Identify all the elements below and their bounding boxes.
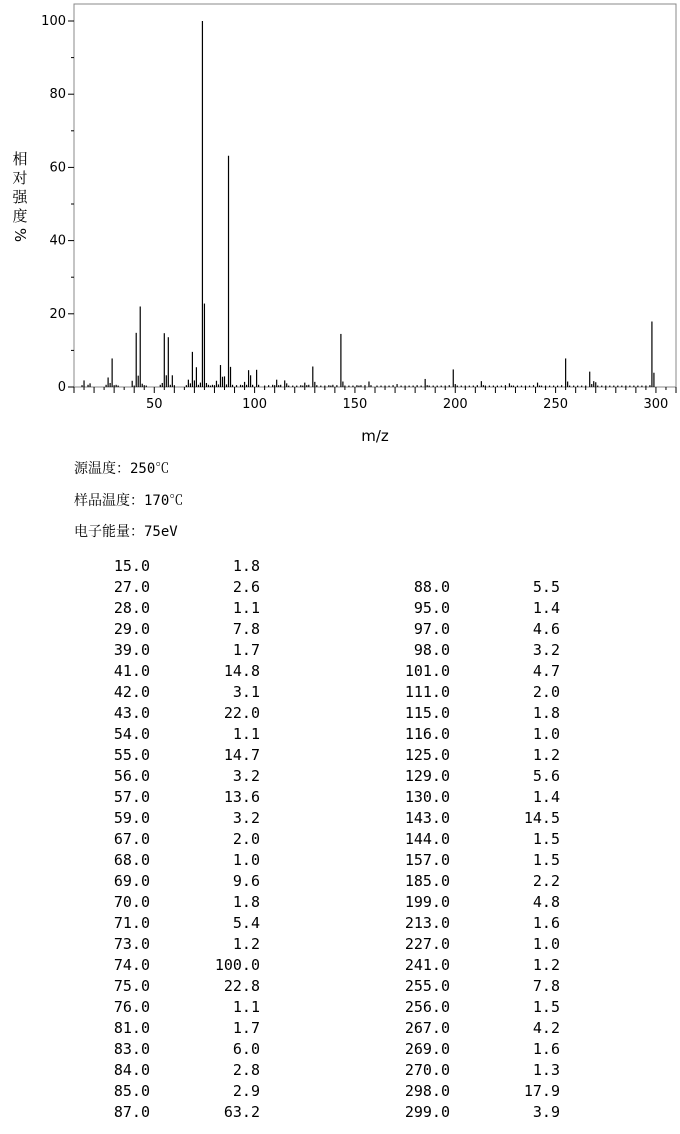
peak-mz: 125.0 bbox=[404, 746, 450, 764]
peak-row bbox=[0, 766, 600, 787]
peak-mz: 71.0 bbox=[113, 914, 150, 932]
peak-abundance: 7.8 bbox=[232, 620, 260, 638]
y-tick-label: 100 bbox=[41, 14, 66, 29]
peak-abundance: 1.2 bbox=[532, 956, 560, 974]
y-tick-label: 60 bbox=[49, 160, 66, 176]
peak-mz: 76.0 bbox=[113, 998, 150, 1016]
peak-abundance: 4.6 bbox=[532, 620, 560, 638]
peak-row bbox=[0, 1102, 600, 1123]
peak-row bbox=[0, 745, 600, 766]
y-label-char: 强 bbox=[12, 188, 28, 206]
x-axis-label: m/z bbox=[361, 427, 389, 445]
plot-frame bbox=[74, 4, 676, 387]
peak-mz: 43.0 bbox=[113, 704, 150, 722]
peak-row bbox=[0, 577, 600, 598]
peak-abundance: 5.5 bbox=[532, 578, 560, 596]
peak-mz: 88.0 bbox=[413, 578, 450, 596]
x-tick-label: 50 bbox=[145, 397, 163, 412]
peak-abundance: 1.1 bbox=[232, 998, 260, 1016]
electron-energy: 电子能量：75eV bbox=[74, 524, 178, 540]
peak-abundance: 1.0 bbox=[532, 725, 560, 743]
peak-abundance: 1.0 bbox=[232, 851, 260, 869]
x-tick-label: 150 bbox=[342, 397, 368, 412]
x-tick-label: 100 bbox=[242, 397, 268, 412]
peak-row bbox=[0, 556, 300, 577]
y-axis-label bbox=[11, 150, 29, 242]
peak-mz: 270.0 bbox=[404, 1061, 450, 1079]
peak-mz: 75.0 bbox=[113, 977, 150, 995]
peak-abundance: 3.9 bbox=[532, 1103, 560, 1121]
peak-row bbox=[0, 787, 600, 808]
peak-mz: 87.0 bbox=[113, 1103, 150, 1121]
peak-row bbox=[0, 682, 600, 703]
peak-row bbox=[0, 808, 600, 829]
peak-abundance: 3.1 bbox=[232, 683, 260, 701]
peak-row bbox=[0, 934, 600, 955]
peak-abundance: 14.5 bbox=[523, 809, 560, 827]
peak-row bbox=[0, 955, 600, 976]
peak-row bbox=[0, 1039, 600, 1060]
peak-mz: 29.0 bbox=[113, 620, 150, 638]
peak-mz: 269.0 bbox=[404, 1040, 450, 1058]
peak-mz: 83.0 bbox=[113, 1040, 150, 1058]
peak-row bbox=[0, 976, 600, 997]
peak-abundance: 2.6 bbox=[232, 578, 260, 596]
peak-row bbox=[0, 640, 600, 661]
peak-abundance: 7.8 bbox=[532, 977, 560, 995]
peak-abundance: 14.7 bbox=[223, 746, 260, 764]
peak-abundance: 2.0 bbox=[232, 830, 260, 848]
peak-abundance: 4.8 bbox=[532, 893, 560, 911]
peak-mz: 74.0 bbox=[113, 956, 150, 974]
peak-mz: 84.0 bbox=[113, 1061, 150, 1079]
peak-abundance: 1.2 bbox=[232, 935, 260, 953]
peak-abundance: 1.4 bbox=[532, 788, 560, 806]
peak-abundance: 1.0 bbox=[532, 935, 560, 953]
peak-abundance: 3.2 bbox=[232, 809, 260, 827]
source-temperature: 源温度：250℃ bbox=[74, 461, 170, 477]
y-tick-label: 20 bbox=[49, 306, 66, 322]
peak-abundance: 2.9 bbox=[232, 1082, 260, 1100]
peak-row bbox=[0, 871, 600, 892]
y-label-char: 相 bbox=[12, 150, 28, 168]
peak-abundance: 1.3 bbox=[532, 1061, 560, 1079]
peak-abundance: 5.6 bbox=[532, 767, 560, 785]
peak-mz: 67.0 bbox=[113, 830, 150, 848]
y-label-char: % bbox=[11, 227, 29, 243]
peak-abundance: 1.5 bbox=[532, 851, 560, 869]
x-axis-ticks bbox=[74, 387, 676, 412]
mass-spectrum-chart bbox=[0, 0, 680, 450]
peak-abundance: 17.9 bbox=[523, 1082, 560, 1100]
y-axis-ticks bbox=[41, 14, 74, 395]
peak-abundance: 1.7 bbox=[232, 1019, 260, 1037]
peak-mz: 68.0 bbox=[113, 851, 150, 869]
peak-mz: 57.0 bbox=[113, 788, 150, 806]
peak-mz: 73.0 bbox=[113, 935, 150, 953]
peak-abundance: 100.0 bbox=[214, 956, 260, 974]
y-tick-label: 0 bbox=[57, 380, 66, 395]
y-tick-label: 80 bbox=[49, 87, 66, 103]
peak-abundance: 4.7 bbox=[532, 662, 560, 680]
peak-mz: 299.0 bbox=[404, 1103, 450, 1121]
peak-row bbox=[0, 1018, 600, 1039]
peak-mz: 227.0 bbox=[404, 935, 450, 953]
peak-abundance: 1.2 bbox=[532, 746, 560, 764]
peak-abundance: 1.8 bbox=[232, 557, 260, 575]
y-label-char: 对 bbox=[12, 169, 28, 187]
peak-abundance: 4.2 bbox=[532, 1019, 560, 1037]
peak-abundance: 6.0 bbox=[232, 1040, 260, 1058]
peak-mz: 256.0 bbox=[404, 998, 450, 1016]
peak-mz: 213.0 bbox=[404, 914, 450, 932]
peak-mz: 144.0 bbox=[404, 830, 450, 848]
peak-mz: 59.0 bbox=[113, 809, 150, 827]
peak-mz: 143.0 bbox=[404, 809, 450, 827]
peak-abundance: 13.6 bbox=[223, 788, 260, 806]
y-tick-label: 40 bbox=[49, 233, 66, 249]
peak-mz: 98.0 bbox=[413, 641, 450, 659]
peak-mz: 115.0 bbox=[404, 704, 450, 722]
peak-abundance: 1.6 bbox=[532, 1040, 560, 1058]
peak-abundance: 3.2 bbox=[232, 767, 260, 785]
peak-mz: 70.0 bbox=[113, 893, 150, 911]
peak-row bbox=[0, 892, 600, 913]
peak-mz: 15.0 bbox=[113, 557, 150, 575]
peak-mz: 69.0 bbox=[113, 872, 150, 890]
peak-mz: 130.0 bbox=[404, 788, 450, 806]
peak-abundance: 63.2 bbox=[223, 1103, 260, 1121]
peak-mz: 39.0 bbox=[113, 641, 150, 659]
peak-row bbox=[0, 724, 600, 745]
peak-mz: 267.0 bbox=[404, 1019, 450, 1037]
peak-mz: 41.0 bbox=[113, 662, 150, 680]
peak-mz: 157.0 bbox=[404, 851, 450, 869]
peak-row bbox=[0, 1081, 600, 1102]
peak-table-right bbox=[0, 577, 600, 1123]
peak-abundance: 1.8 bbox=[532, 704, 560, 722]
peak-mz: 199.0 bbox=[404, 893, 450, 911]
peak-row bbox=[0, 619, 600, 640]
peak-abundance: 1.1 bbox=[232, 725, 260, 743]
peak-mz: 95.0 bbox=[413, 599, 450, 617]
peak-mz: 116.0 bbox=[404, 725, 450, 743]
peak-abundance: 22.8 bbox=[223, 977, 260, 995]
peak-abundance: 1.7 bbox=[232, 641, 260, 659]
peak-abundance: 1.8 bbox=[232, 893, 260, 911]
peak-mz: 255.0 bbox=[404, 977, 450, 995]
peak-mz: 27.0 bbox=[113, 578, 150, 596]
peak-abundance: 1.5 bbox=[532, 998, 560, 1016]
peak-row bbox=[0, 913, 600, 934]
y-label-char: 度 bbox=[12, 207, 28, 225]
spectrum-bars bbox=[82, 21, 654, 387]
peak-abundance: 1.1 bbox=[232, 599, 260, 617]
peak-abundance: 1.4 bbox=[532, 599, 560, 617]
sample-temperature: 样品温度：170℃ bbox=[74, 493, 184, 509]
x-tick-label: 300 bbox=[643, 397, 669, 412]
peak-row bbox=[0, 997, 600, 1018]
peak-row bbox=[0, 829, 600, 850]
peak-abundance: 22.0 bbox=[223, 704, 260, 722]
peak-mz: 56.0 bbox=[113, 767, 150, 785]
x-tick-label: 250 bbox=[543, 397, 569, 412]
peak-mz: 129.0 bbox=[404, 767, 450, 785]
peak-mz: 298.0 bbox=[404, 1082, 450, 1100]
peak-mz: 185.0 bbox=[404, 872, 450, 890]
peak-mz: 81.0 bbox=[113, 1019, 150, 1037]
peak-mz: 54.0 bbox=[113, 725, 150, 743]
peak-row bbox=[0, 1060, 600, 1081]
peak-abundance: 3.2 bbox=[532, 641, 560, 659]
peak-row bbox=[0, 661, 600, 682]
peak-abundance: 9.6 bbox=[232, 872, 260, 890]
peak-abundance: 1.6 bbox=[532, 914, 560, 932]
peak-abundance: 5.4 bbox=[232, 914, 260, 932]
peak-mz: 85.0 bbox=[113, 1082, 150, 1100]
peak-abundance: 1.5 bbox=[532, 830, 560, 848]
peak-mz: 28.0 bbox=[113, 599, 150, 617]
peak-abundance: 2.2 bbox=[532, 872, 560, 890]
peak-row bbox=[0, 598, 600, 619]
peak-mz: 42.0 bbox=[113, 683, 150, 701]
peak-abundance: 2.8 bbox=[232, 1061, 260, 1079]
peak-row bbox=[0, 703, 600, 724]
peak-abundance: 2.0 bbox=[532, 683, 560, 701]
peak-mz: 111.0 bbox=[404, 683, 450, 701]
peak-mz: 241.0 bbox=[404, 956, 450, 974]
x-tick-label: 200 bbox=[442, 397, 468, 412]
peak-mz: 97.0 bbox=[413, 620, 450, 638]
peak-abundance: 14.8 bbox=[223, 662, 260, 680]
peak-mz: 101.0 bbox=[404, 662, 450, 680]
peak-row bbox=[0, 850, 600, 871]
peak-mz: 55.0 bbox=[113, 746, 150, 764]
